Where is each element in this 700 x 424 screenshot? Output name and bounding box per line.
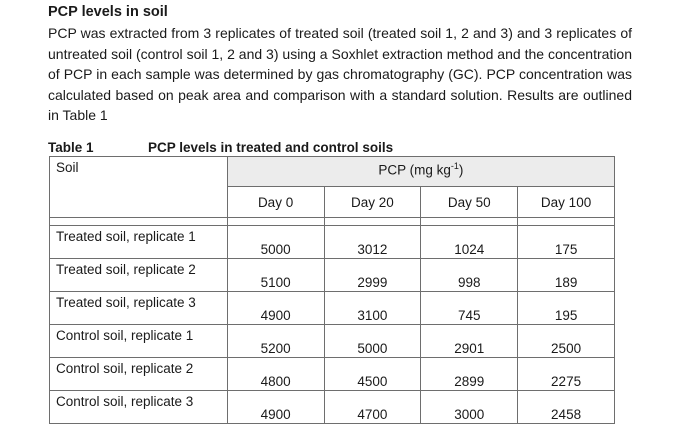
row-label: Treated soil, replicate 1: [50, 226, 228, 259]
table-row: [50, 226, 615, 259]
section-heading: PCP levels in soil: [48, 4, 168, 20]
pcp-value-cell: 189: [518, 259, 615, 292]
pcp-value-cell: 4700: [324, 391, 421, 424]
pcp-value-cell: 195: [518, 292, 615, 325]
pcp-value-cell: 2458: [518, 391, 615, 424]
table-row: [50, 358, 615, 391]
pcp-value-cell: 4900: [227, 292, 324, 325]
row-label: Treated soil, replicate 2: [50, 259, 228, 292]
pcp-value-cell: 5000: [324, 325, 421, 358]
pcp-levels-table: [49, 156, 615, 424]
pcp-header-text: PCP (mg kg: [378, 162, 451, 178]
pcp-value-cell: 3012: [324, 226, 421, 259]
pcp-header-exponent: -1: [450, 161, 459, 171]
pcp-value-cell: 4500: [324, 358, 421, 391]
row-label: Treated soil, replicate 3: [50, 292, 228, 325]
pcp-value-cell: 2901: [421, 325, 518, 358]
pcp-value-cell: 998: [421, 259, 518, 292]
spacer-cell: [421, 218, 518, 226]
pcp-value-cell: 175: [518, 226, 615, 259]
spacer-cell: [324, 218, 421, 226]
pcp-value-cell: 745: [421, 292, 518, 325]
pcp-value-cell: 2999: [324, 259, 421, 292]
day-header: Day 20: [324, 187, 421, 218]
pcp-header: [227, 157, 614, 187]
table-header-row: [50, 157, 615, 187]
description-paragraph: PCP was extracted from 3 replicates of treated soil (treated soil 1, 2 and 3) and 3 replicates of untreated soil (control soil 1, 2 and 3) using a Soxhlet extraction method and the concentration of PCP in each sample was determined by gas chromatography (GC). PCP concentration was calculated based on peak area and comparison with a standard solution. Results are outlined in Table 1: [48, 25, 632, 123]
pcp-value-cell: 1024: [421, 226, 518, 259]
row-label: Control soil, replicate 2: [50, 358, 228, 391]
day-header: Day 50: [421, 187, 518, 218]
pcp-value-cell: 2500: [518, 325, 615, 358]
row-label: Control soil, replicate 1: [50, 325, 228, 358]
pcp-value-cell: 3100: [324, 292, 421, 325]
table-row: [50, 259, 615, 292]
pcp-value-cell: 3000: [421, 391, 518, 424]
pcp-value-cell: 5100: [227, 259, 324, 292]
table-title: PCP levels in treated and control soils: [148, 140, 394, 155]
pcp-header-close: ): [458, 162, 464, 178]
pcp-value-cell: 2275: [518, 358, 615, 391]
pcp-value-cell: 5000: [227, 226, 324, 259]
pcp-value-cell: 5200: [227, 325, 324, 358]
day-header: Day 100: [518, 187, 615, 218]
spacer-cell: [50, 218, 228, 226]
day-header: Day 0: [227, 187, 324, 218]
pcp-value-cell: 2899: [421, 358, 518, 391]
pcp-value-cell: 4900: [227, 391, 324, 424]
row-label: Control soil, replicate 3: [50, 391, 228, 424]
spacer-row: [50, 218, 615, 226]
soil-header: Soil: [50, 157, 228, 218]
table-body: [50, 226, 615, 424]
spacer-cell: [227, 218, 324, 226]
table-caption: [48, 140, 394, 155]
pcp-value-cell: 4800: [227, 358, 324, 391]
table-number: Table 1: [48, 140, 94, 155]
table-row: [50, 325, 615, 358]
spacer-cell: [518, 218, 615, 226]
table-row: [50, 292, 615, 325]
